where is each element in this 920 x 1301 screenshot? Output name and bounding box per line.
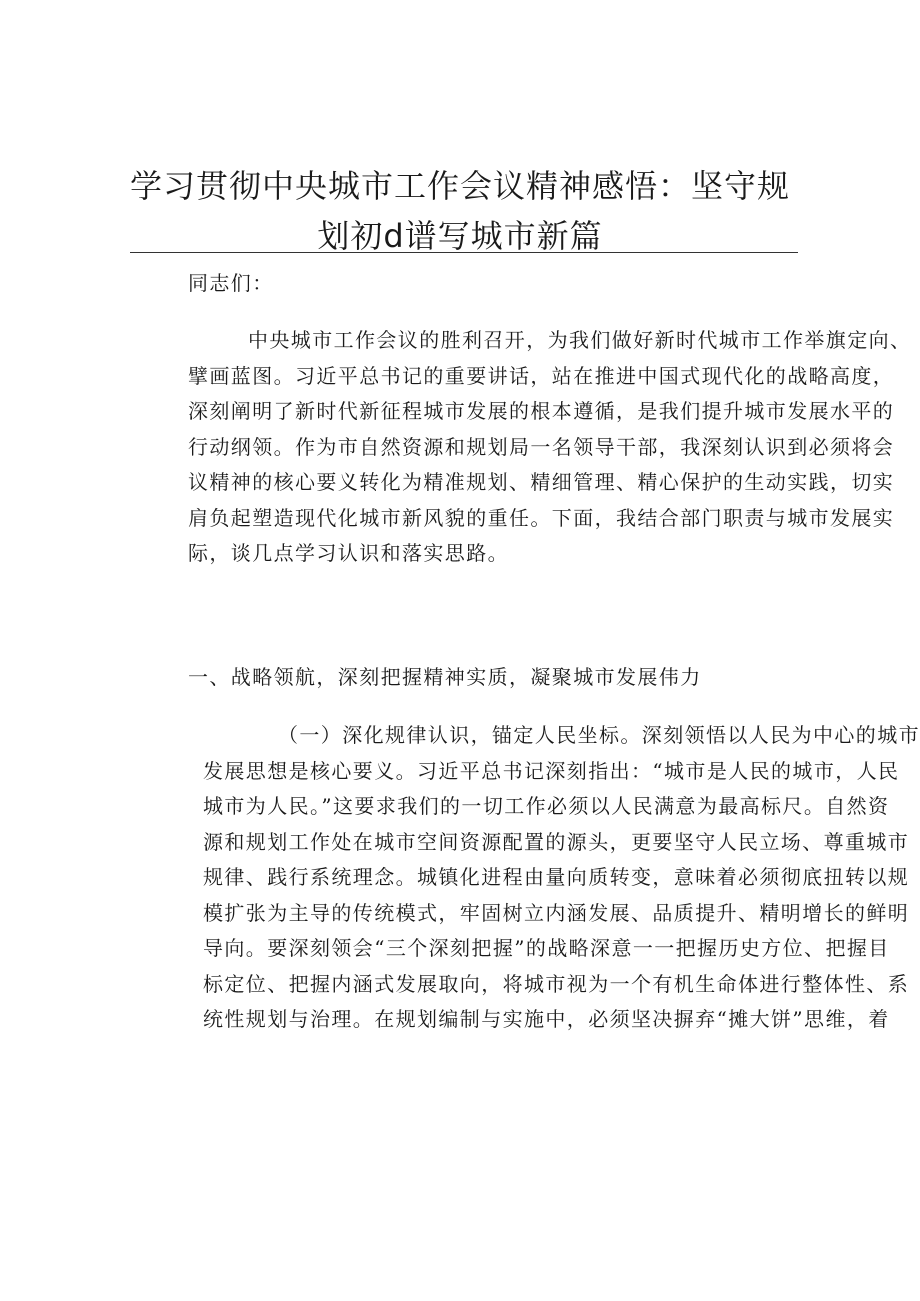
paragraph-line: 际，谈几点学习认识和落实思路。 xyxy=(188,541,509,565)
paragraph-line: 深刻阐明了新时代新征程城市发展的根本遵循，是我们提升城市发展水平的 xyxy=(188,399,895,423)
paragraph-line: 中央城市工作会议的胜利召开，为我们做好新时代城市工作举旗定向、 xyxy=(248,328,912,352)
section-heading-1: 一、战略领航，深刻把握精神实质，凝聚城市发展伟力 xyxy=(188,665,702,689)
paragraph-line: 标定位、把握内涵式发展取向，将城市视为一个有机生命体进行整体性、系 xyxy=(203,971,910,996)
paragraph-line: 发展思想是核心要义。习近平总书记深刻指出：“城市是人民的城市，人民 xyxy=(203,758,900,783)
paragraph-line: 行动纲领。作为市自然资源和规划局一名领导干部，我深刻认识到必须将会 xyxy=(188,434,895,459)
title-divider xyxy=(130,252,798,253)
paragraph-line: 规律、践行系统理念。城镇化进程由量向质转变，意味着必须彻底扭转以规 xyxy=(203,865,910,889)
paragraph-section-1-1 xyxy=(128,718,920,1038)
paragraph-line: 统性规划与治理。在规划编制与实施中，必须坚决摒弃“摊大饼”思维，着 xyxy=(203,1007,890,1031)
paragraph-line: 肩负起塑造现代化城市新风貌的重任。下面，我结合部门职责与城市发展实 xyxy=(188,505,895,530)
paragraph-line: 城市为人民。”这要求我们的一切工作必须以人民满意为最高标尺。自然资 xyxy=(203,794,890,818)
paragraph-line: 源和规划工作处在城市空间资源配置的源头，更要坚守人民立场、尊重城市 xyxy=(203,829,910,854)
paragraph-line: 模扩张为主导的传统模式，牢固树立内涵发展、品质提升、精明增长的鲜明 xyxy=(203,900,910,925)
paragraph-line: 议精神的核心要义转化为精准规划、精细管理、精心保护的生动实践，切实 xyxy=(188,470,895,494)
paragraph-line: 擘画蓝图。习近平总书记的重要讲话，站在推进中国式现代化的战略高度， xyxy=(188,363,895,388)
paragraph-intro xyxy=(128,323,912,572)
document-title-line-1: 学习贯彻中央城市工作会议精神感悟：坚守规 xyxy=(129,167,790,205)
paragraph-line: （一）深化规律认识，锚定人民坐标。深刻领悟以人民为中心的城市 xyxy=(278,723,920,747)
salutation: 同志们： xyxy=(188,271,274,295)
paragraph-line: 导向。要深刻领会“三个深刻把握”的战略深意一一把握历史方位、把握目 xyxy=(203,936,890,960)
document-title-line-2: 划初d谱写城市新篇 xyxy=(317,217,603,255)
